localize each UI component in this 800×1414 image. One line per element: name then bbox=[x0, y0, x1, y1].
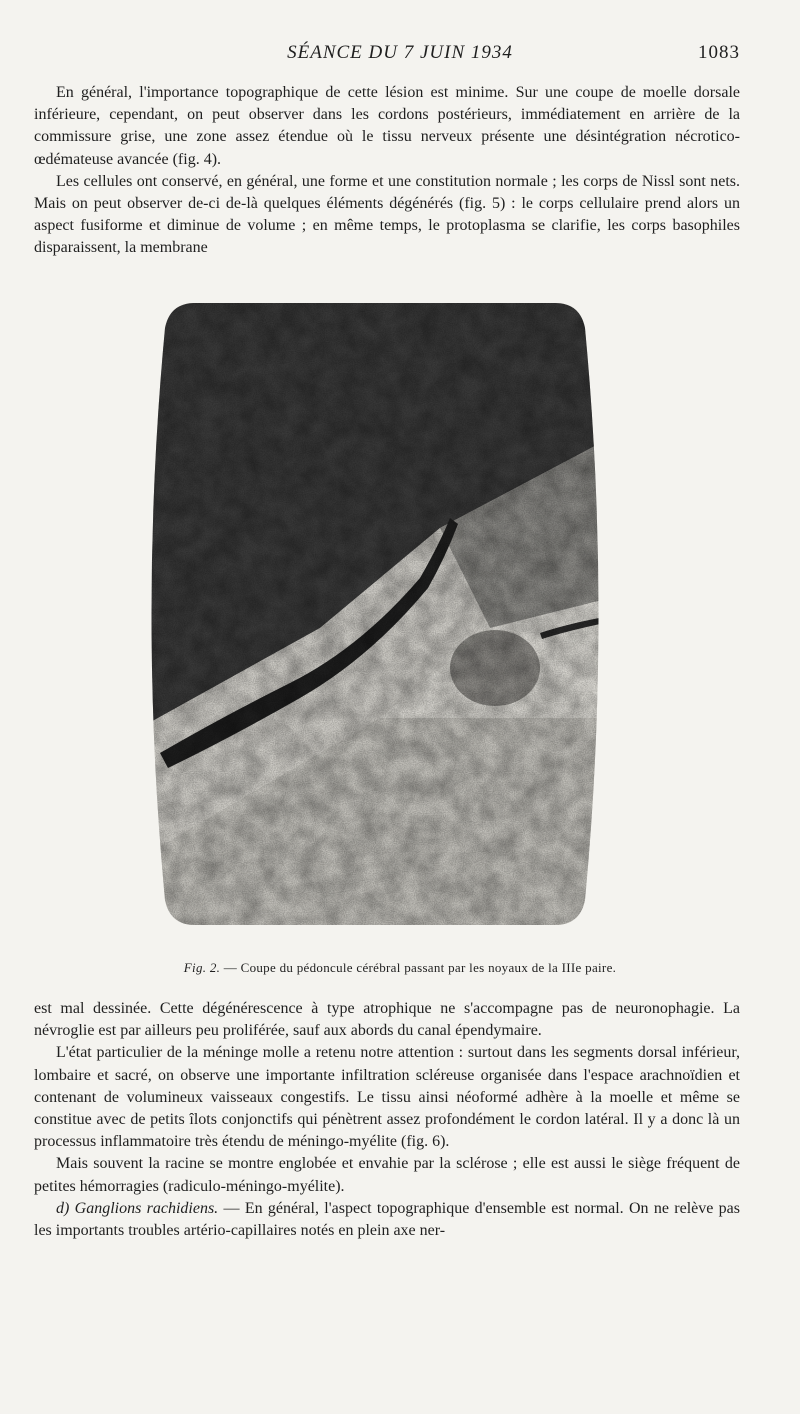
paragraph-text: — En général, l'aspect topographique d'ensemble est normal. On ne relève pas les importants troubles artério-capillaires notés en plein axe ner- bbox=[34, 1199, 741, 1240]
paragraph: Mais souvent la racine se montre englobée et envahie par la sclérose ; elle est aussi le siège fréquent de petites hémorragies (radiculo-méningo-myélite). bbox=[34, 1155, 740, 1195]
figure-label: Fig. 2. bbox=[183, 960, 221, 975]
running-header bbox=[60, 42, 740, 72]
section-label: d) Ganglions rachidiens. bbox=[56, 1199, 219, 1217]
header-title: SÉANCE DU 7 JUIN 1934 bbox=[287, 42, 513, 63]
micrograph-figure bbox=[140, 298, 610, 930]
paragraph: En général, l'importance topographique de cette lésion est minime. Sur une coupe de moelle dorsale inférieure, cependant, on peut observer dans les cordons postérieurs, immédiatement en arrière de la commissure grise, une zone assez étendue où le tissu nerveux présente une désintégration nécrotico-œdémateuse avancée (fig. 4). bbox=[34, 84, 740, 168]
paragraph: L'état particulier de la méninge molle a retenu notre attention : surtout dans les segments dorsal inférieur, lombaire et sacré, on observe une importante infiltration scléreuse organisée dans l'espace arachnoïdien et contenant de volumineux vaisseaux congestifs. Le tissu ainsi néoformé adhère à la moelle et même se constitue avec de petits îlots conjonctifs qui pénètrent assez profondément le cordon latéral. Il y a donc là un processus inflammatoire très étendu de méningo-myélite (fig. 6). bbox=[34, 1044, 740, 1151]
figure-caption bbox=[60, 960, 740, 976]
figure-caption-text: — Coupe du pédoncule cérébral passant par les noyaux de la IIIe paire. bbox=[220, 960, 617, 975]
paragraph: est mal dessinée. Cette dégénérescence à type atrophique ne s'accompagne pas de neuronophagie. La névroglie est par ailleurs peu proliférée, sauf aux abords du canal épendymaire. bbox=[34, 1000, 740, 1040]
text-block-top bbox=[34, 82, 740, 260]
page-number: 1083 bbox=[698, 42, 740, 63]
paragraph: Les cellules ont conservé, en général, une forme et une constitution normale ; les corps de Nissl sont nets. Mais on peut observer de-ci de-là quelques éléments dégénérés (fig. 5) : le corps cellulaire prend alors un aspect fusiforme et diminue de volume ; en même temps, le protoplasma se clarifie, les corps basophiles disparaissent, la membrane bbox=[34, 172, 740, 257]
paragraph bbox=[34, 1198, 740, 1242]
micrograph-image bbox=[140, 298, 610, 930]
text-block-bottom bbox=[34, 998, 740, 1242]
